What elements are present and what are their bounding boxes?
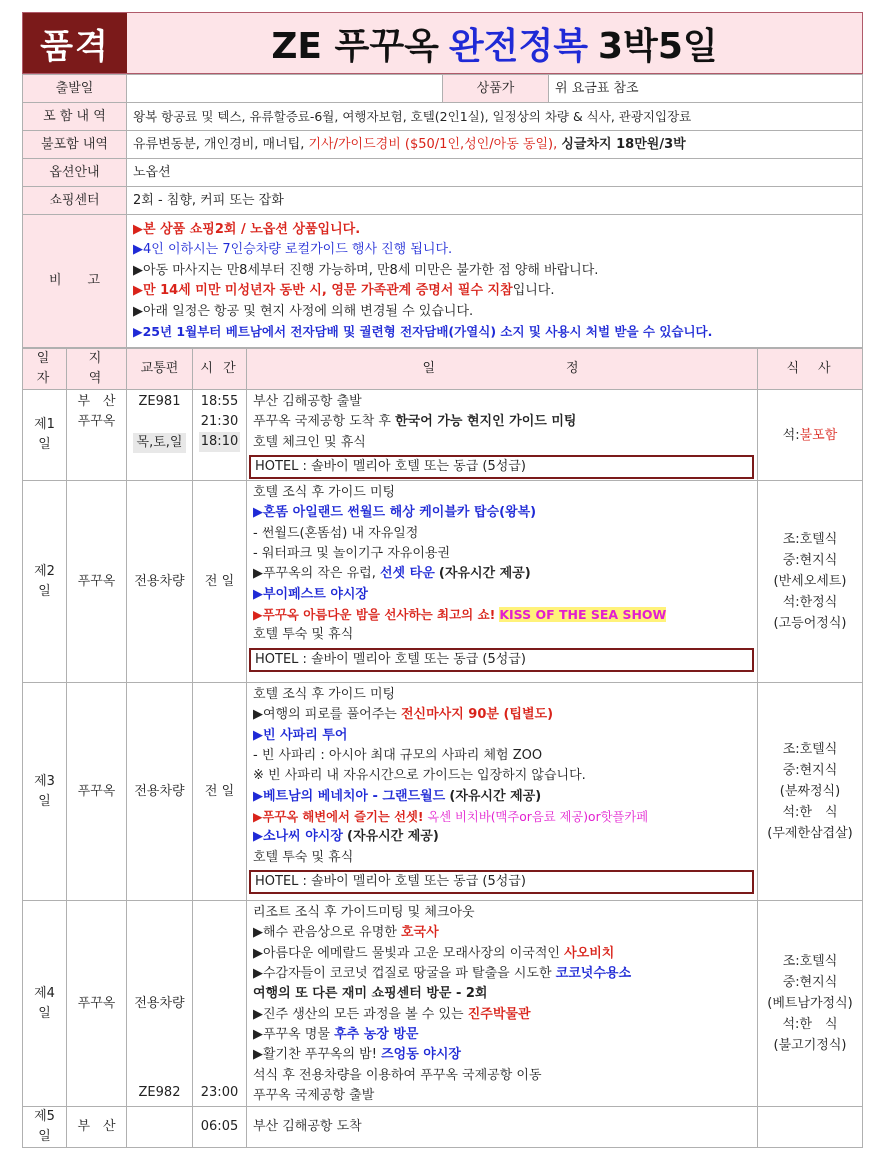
day2-hotel: HOTEL : 솔바이 멜리아 호텔 또는 동급 (5성급) [249,648,754,672]
excluded-label: 불포함 내역 [23,131,127,159]
schedule-header-row [23,349,863,390]
note-3: ▶아동 마사지는 만8세부터 진행 가능하며, 만8세 미만은 불가한 점 양해 바랍니다. [133,262,599,278]
note-2: ▶4인 이하시는 7인승차량 로컬가이드 행사 진행 됩니다. [133,242,453,257]
excluded-row [23,131,863,159]
price-value: 위 요금표 참조 [549,75,863,103]
day4-row [23,901,863,1107]
day3-transport: 전용차량 [127,683,193,901]
price-label: 상품가 [443,75,549,103]
day3-itinerary: 호텔 조식 후 가이드 미팅 ▶여행의 피로를 풀어주는 전신마사지 90분 (팁별도) ▶빈 사파리 투어 - 빈 사파리 : 아시아 최대 규모의 사파리 체험 ZOO ※ 빈 사파리 내 자유시간으로 가이드는 입장하지 않습니다. ▶베트남의 베네치아 - 그랜드월드 (자유시간 제공) ▶푸꾸옥 해변에서 즐기는 선셋! 옥센 비치바(맥주or음료 제공)or핫플카페 ▶소나씨 야시장 (자유시간 제공) 호텔 투숙 및 휴식 HOTEL : 솔바이 멜리아 호텔 또는 동급 (5성급) [247,683,758,901]
day1-label: 제1일 [23,390,67,481]
day4-transport: 전용차량 ZE982 [127,901,193,1107]
option-label: 옵션안내 [23,159,127,187]
day1-row [23,390,863,481]
itinerary-page [22,12,863,1148]
day5-row [23,1107,863,1148]
page-title: ZE 푸꾸옥 완전정복 3박5일 [127,13,862,73]
day2-time: 전 일 [193,481,247,683]
schedule-table [22,348,863,1148]
col-transport: 교통편 [127,349,193,390]
day3-row [23,683,863,901]
note-1: ▶본 상품 쇼핑2회 / 노옵션 상품입니다. [133,221,361,237]
day2-label: 제2일 [23,481,67,683]
day1-meal: 석:불포함 [758,390,863,481]
col-itinerary: 일 정 [247,349,758,390]
depart-label: 출발일 [23,75,127,103]
day2-itinerary: 호텔 조식 후 가이드 미팅 ▶혼똠 아일랜드 썬월드 해상 케이블카 탑승(왕복) - 썬월드(혼똠섬) 내 자유일정 - 워터파크 및 놀이기구 자유이용권 ▶푸꾸옥의 작은 유럽, 선셋 타운 (자유시간 제공) ▶부이페스트 야시장 ▶푸꾸옥 아름다운 밤을 선사하는 최고의 쇼! KISS OF THE SEA SHOW 호텔 투숙 및 휴식 HOTEL : 솔바이 멜리아 호텔 또는 동급 (5성급) [247,481,758,683]
day5-time: 06:05 [193,1107,247,1148]
page-header [22,12,863,74]
col-region: 지 역 [67,349,127,390]
notes-value [127,215,863,348]
day5-label: 제5일 [23,1107,67,1148]
day2-row [23,481,863,683]
day5-region: 부 산 [67,1107,127,1148]
day4-time: 23:00 [193,901,247,1107]
included-label: 포 함 내 역 [23,103,127,131]
day2-transport: 전용차량 [127,481,193,683]
shopping-value: 2회 - 침향, 커피 또는 잡화 [127,187,863,215]
day3-label: 제3일 [23,683,67,901]
day4-region: 푸꾸옥 [67,901,127,1107]
note-6: ▶25년 1월부터 베트남에서 전자담배 및 궐련형 전자담배(가열식) 소지 및 사용시 처벌 받을 수 있습니다. [133,324,713,339]
day3-time: 전 일 [193,683,247,901]
day3-hotel: HOTEL : 솔바이 멜리아 호텔 또는 동급 (5성급) [249,870,754,894]
info-table [22,74,863,348]
day3-region: 푸꾸옥 [67,683,127,901]
excluded-value: 유류변동분, 개인경비, 매너팁, 기사/가이드경비 ($50/1인,성인/아동 동일), 싱글차지 18만원/3박 [127,131,863,159]
col-meal: 식 사 [758,349,863,390]
depart-value [127,75,443,103]
notes-row [23,215,863,348]
day1-times: 18:55 21:30 18:10 [193,390,247,481]
included-row [23,103,863,131]
day4-meal: 조:호텔식 중:현지식 (베트남가정식) 석:한 식 (불고기정식) [758,901,863,1107]
depart-row [23,75,863,103]
notes-label: 비 고 [23,215,127,348]
day4-itinerary: 리조트 조식 후 가이드미팅 및 체크아웃 ▶해수 관음상으로 유명한 호국사 ▶아름다운 에메랄드 물빛과 고운 모래사장의 이국적인 사오비치 ▶수감자들이 코코넛 껍질로 땅굴을 파 탈출을 시도한 코코넛수용소 여행의 또 다른 재미 쇼핑센터 방문 - 2회 ▶진주 생산의 모든 과정을 볼 수 있는 진주박물관 ▶푸꾸옥 명물 후추 농장 방문 ▶활기찬 푸꾸옥의 밤! 즈엉동 야시장 석식 후 전용차량을 이용하여 푸꾸옥 국제공항 이동 푸꾸옥 국제공항 출발 [247,901,758,1107]
note-5: ▶아래 일정은 항공 및 현지 사정에 의해 변경될 수 있습니다. [133,303,474,319]
shopping-row [23,187,863,215]
included-value: 왕복 항공료 및 텍스, 유류할증료-6월, 여행자보험, 호텔(2인1실), 일정상의 차량 & 식사, 관광지입장료 [127,103,863,131]
premium-badge: 품격 [23,13,127,73]
option-value: 노옵션 [127,159,863,187]
col-day: 일 자 [23,349,67,390]
option-row [23,159,863,187]
day1-transport: ZE981 목,토,일 [127,390,193,481]
day3-meal: 조:호텔식 중:현지식 (분짜정식) 석:한 식 (무제한삼겹살) [758,683,863,901]
day2-region: 푸꾸옥 [67,481,127,683]
day1-itinerary: 부산 김해공항 출발 푸꾸옥 국제공항 도착 후 한국어 가능 현지인 가이드 미팅 호텔 체크인 및 휴식 HOTEL : 솔바이 멜리아 호텔 또는 동급 (5성급) [247,390,758,481]
day1-region: 부 산 푸꾸옥 [67,390,127,481]
day2-meal: 조:호텔식 중:현지식 (반세오세트) 석:한정식 (고등어정식) [758,481,863,683]
note-4: ▶만 14세 미만 미성년자 동반 시, 영문 가족관계 증명서 필수 지참입니다. [133,283,555,298]
day1-hotel: HOTEL : 솔바이 멜리아 호텔 또는 동급 (5성급) [249,455,754,479]
shopping-label: 쇼핑센터 [23,187,127,215]
col-time: 시 간 [193,349,247,390]
day5-itinerary: 부산 김해공항 도착 [247,1107,758,1148]
day4-label: 제4일 [23,901,67,1107]
